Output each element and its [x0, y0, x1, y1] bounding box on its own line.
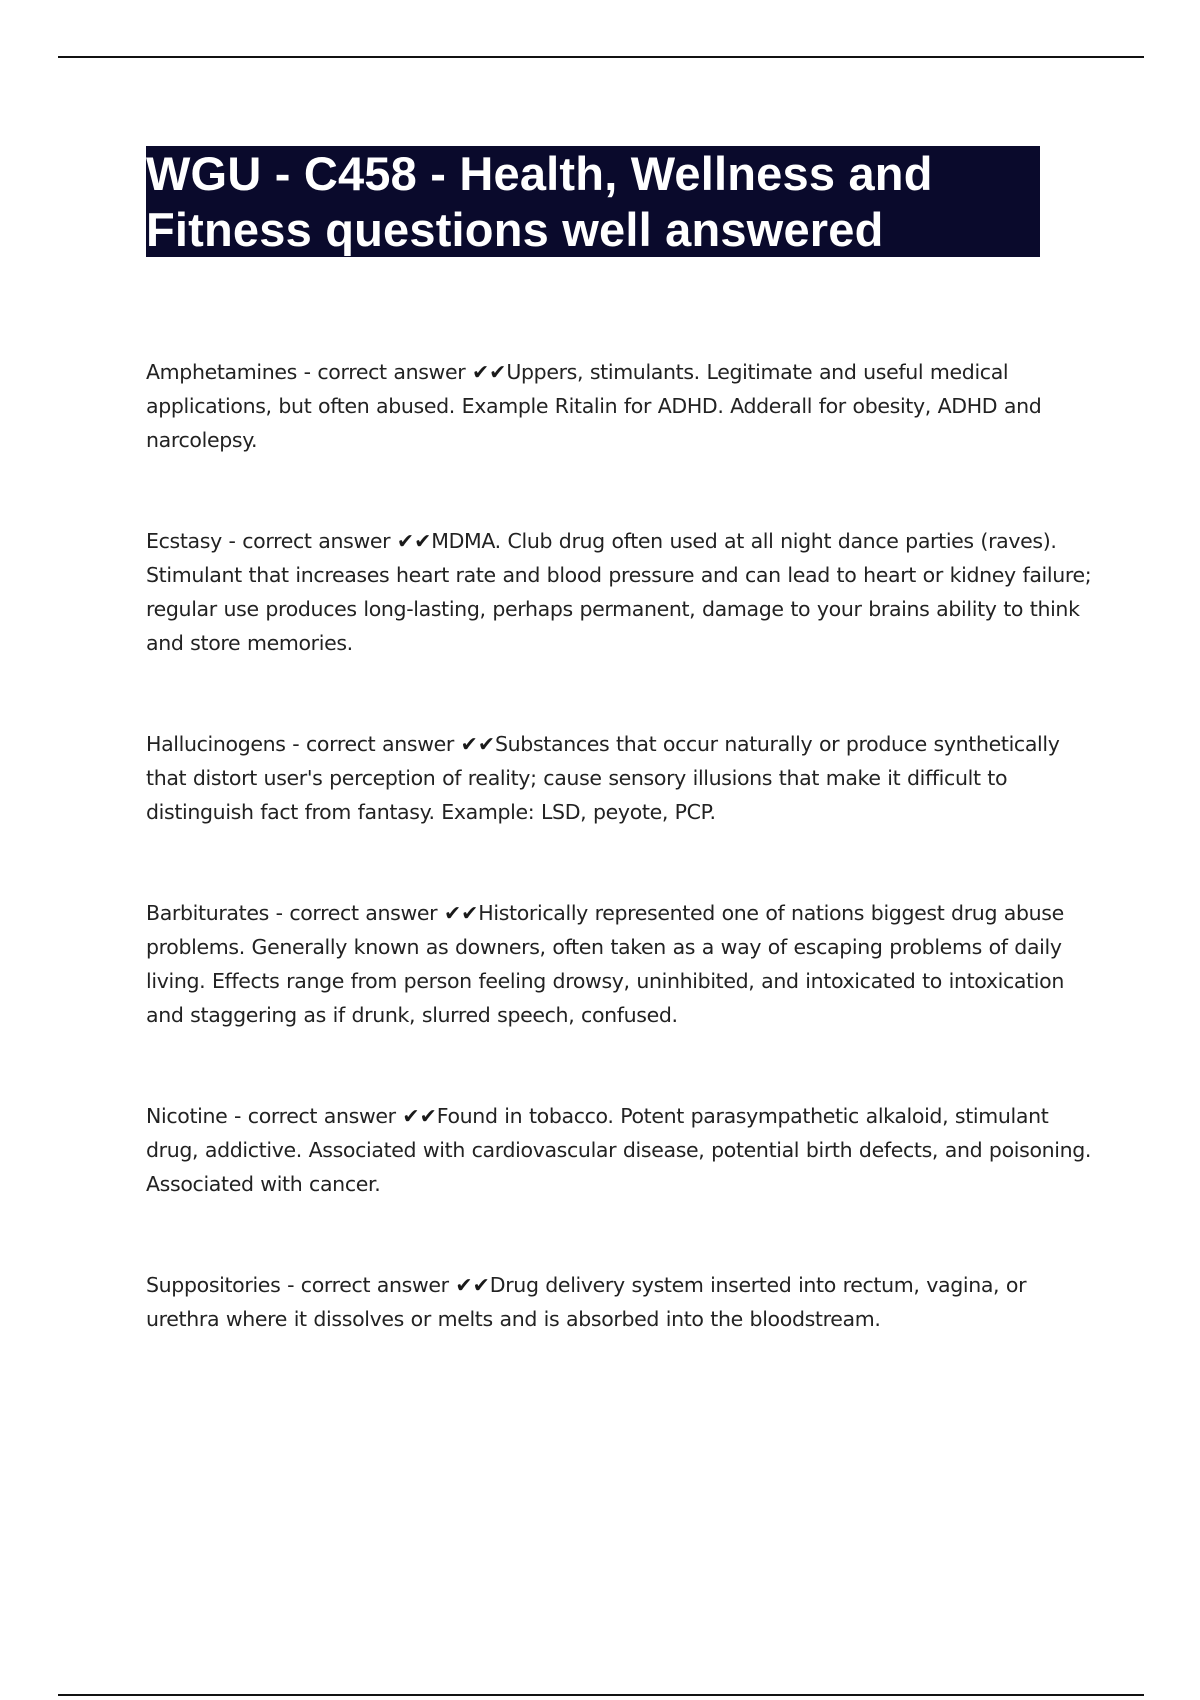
- double-check-icon: ✔✔: [443, 901, 479, 925]
- qa-term: Ecstasy: [146, 529, 222, 553]
- double-check-icon: ✔✔: [396, 529, 432, 553]
- double-check-icon: ✔✔: [471, 360, 507, 384]
- qa-answer: Substances that occur naturally or produce synthetically that distort user's perception of reality; cause sensory illusions that make it difficult to distinguish fact from fantasy. Example: LSD, peyote, PCP.: [146, 732, 1060, 824]
- qa-item: Hallucinogens - correct answer ✔✔Substances that occur naturally or produce synthetically that distort user's perception of reality; cause sensory illusions that make it difficult to distinguish fact from fantasy. Example: LSD, peyote, PCP.: [146, 732, 1060, 824]
- qa-answer: Historically represented one of nations biggest drug abuse problems. Generally known as downers, often taken as a way of escaping problems of daily living. Effects range from person feeling drowsy, uninhibited, and intoxicated to intoxication and staggering as if drunk, slurred speech, confused.: [146, 901, 1064, 1027]
- answer-marker: correct answer: [300, 1273, 449, 1297]
- answer-marker: correct answer: [242, 529, 391, 553]
- qa-item: Suppositories - correct answer ✔✔Drug delivery system inserted into rectum, vagina, or urethra where it dissolves or melts and is absorbed into the bloodstream.: [146, 1273, 1027, 1331]
- qa-answer: Uppers, stimulants. Legitimate and useful medical applications, but often abused. Example Ritalin for ADHD. Adderall for obesity, ADHD and narcolepsy.: [146, 360, 1042, 452]
- qa-term: Nicotine: [146, 1104, 228, 1128]
- qa-term: Suppositories: [146, 1273, 281, 1297]
- double-check-icon: ✔✔: [460, 732, 495, 756]
- qa-item: Barbiturates - correct answer ✔✔Historically represented one of nations biggest drug abuse problems. Generally known as downers, often taken as a way of escaping problems of daily living. Effects range from person feeling drowsy, uninhibited, and intoxicated to intoxication and staggering as if drunk, slurred speech, confused.: [146, 901, 1064, 1027]
- title-banner: [146, 146, 1040, 257]
- qa-answer: Found in tobacco. Potent parasympathetic alkaloid, stimulant drug, addictive. Associated with cardiovascular disease, potential birth defects, and poisoning. Associated with cancer.: [146, 1104, 1092, 1196]
- answer-marker: correct answer: [289, 901, 438, 925]
- footer-rule: [58, 1694, 1144, 1696]
- qa-answer: MDMA. Club drug often used at all night dance parties (raves). Stimulant that increases heart rate and blood pressure and can lead to heart or kidney failure; regular use produces long-lasting, perhaps permanent, damage to your brains ability to think and store memories.: [146, 529, 1092, 655]
- qa-term: Barbiturates: [146, 901, 269, 925]
- answer-marker: correct answer: [317, 360, 466, 384]
- answer-marker: correct answer: [247, 1104, 396, 1128]
- qa-term: Amphetamines: [146, 360, 297, 384]
- double-check-icon: ✔✔: [402, 1104, 437, 1128]
- qa-item: Ecstasy - correct answer ✔✔MDMA. Club drug often used at all night dance parties (raves). Stimulant that increases heart rate and blood pressure and can lead to heart or kidney failure; regular use produces long-lasting, perhaps permanent, damage to your brains ability to think and store memories.: [146, 529, 1092, 655]
- double-check-icon: ✔✔: [455, 1273, 490, 1297]
- header-rule: [58, 56, 1144, 58]
- qa-item: Amphetamines - correct answer ✔✔Uppers, stimulants. Legitimate and useful medical applications, but often abused. Example Ritalin for ADHD. Adderall for obesity, ADHD and narcolepsy.: [146, 360, 1042, 452]
- qa-answer: Drug delivery system inserted into rectum, vagina, or urethra where it dissolves or melts and is absorbed into the bloodstream.: [146, 1273, 1027, 1331]
- qa-term: Hallucinogens: [146, 732, 286, 756]
- answer-marker: correct answer: [306, 732, 454, 756]
- qa-list: [146, 355, 1096, 1403]
- document-title: WGU - C458 - Health, Wellness and Fitness questions well answered: [146, 147, 933, 256]
- qa-item: Nicotine - correct answer ✔✔Found in tobacco. Potent parasympathetic alkaloid, stimulant drug, addictive. Associated with cardiovascular disease, potential birth defects, and poisoning. Associated with cancer.: [146, 1104, 1092, 1196]
